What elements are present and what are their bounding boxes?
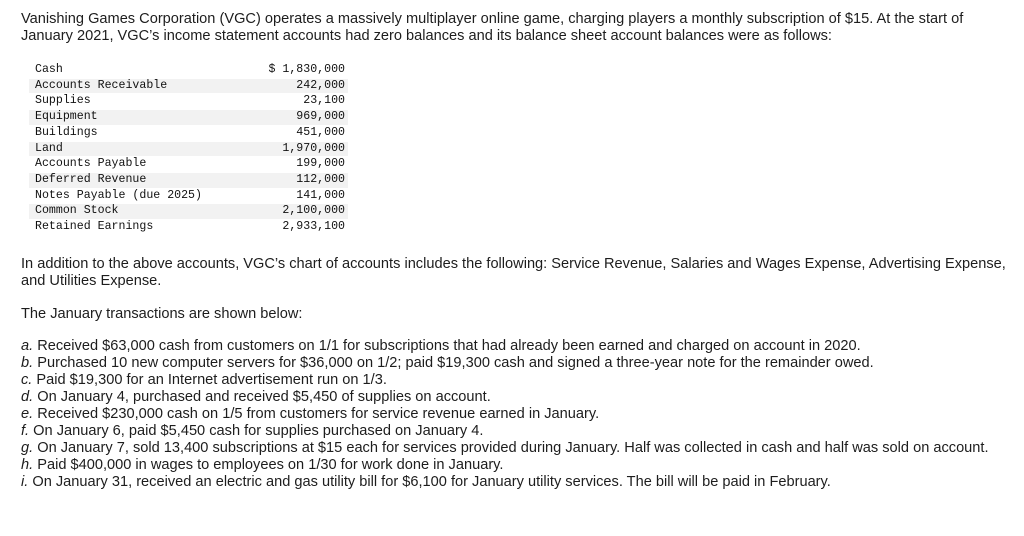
account-amount: 112,000 <box>259 172 348 188</box>
item-text: On January 7, sold 13,400 subscriptions at $15 each for services provided during January. Half was collected in cash and half was sold on account. <box>37 439 989 456</box>
table-row <box>29 94 348 110</box>
table-row <box>29 110 348 126</box>
account-amount: 969,000 <box>259 110 348 126</box>
table-row <box>29 220 348 236</box>
account-amount: 199,000 <box>259 157 348 173</box>
balance-table <box>29 63 348 236</box>
table-row <box>29 78 348 94</box>
item-text: Purchased 10 new computer servers for $36,000 on 1/2; paid $19,300 cash and signed a three-year note for the remainder owed. <box>37 354 874 371</box>
account-name: Notes Payable (due 2025) <box>29 188 259 204</box>
chart-of-accounts-paragraph: In addition to the above accounts, VGC’s chart of accounts includes the following: Service Revenue, Salaries and Wages Expense, Advertising Expense, and Utilities Expense. <box>21 255 1006 289</box>
item-text: On January 4, purchased and received $5,450 of supplies on account. <box>37 388 491 405</box>
item-letter: e. <box>21 405 34 422</box>
account-amount: 1,970,000 <box>259 141 348 157</box>
transaction-item <box>21 372 1011 389</box>
item-text: Received $230,000 cash on 1/5 from customers for service revenue earned in January. <box>37 405 600 422</box>
account-amount: $ 1,830,000 <box>259 63 348 78</box>
account-amount: 23,100 <box>259 94 348 110</box>
table-row <box>29 157 348 173</box>
account-amount: 141,000 <box>259 188 348 204</box>
account-name: Buildings <box>29 125 259 141</box>
account-name: Common Stock <box>29 204 259 220</box>
item-text: Paid $400,000 in wages to employees on 1/30 for work done in January. <box>37 456 504 473</box>
account-name: Equipment <box>29 110 259 126</box>
transaction-item <box>21 440 1011 457</box>
account-name: Cash <box>29 63 259 78</box>
item-text: Paid $19,300 for an Internet advertisement run on 1/3. <box>36 371 387 388</box>
item-letter: b. <box>21 354 34 371</box>
table-row <box>29 204 348 220</box>
transactions-heading: The January transactions are shown below: <box>21 305 303 322</box>
account-amount: 451,000 <box>259 125 348 141</box>
table-row <box>29 141 348 157</box>
problem-statement <box>21 11 1011 491</box>
account-name: Supplies <box>29 94 259 110</box>
account-name: Deferred Revenue <box>29 172 259 188</box>
account-amount: 242,000 <box>259 78 348 94</box>
item-letter: a. <box>21 337 34 354</box>
transaction-item <box>21 355 1011 372</box>
transaction-item <box>21 406 1011 423</box>
item-letter: i. <box>21 473 29 490</box>
account-name: Accounts Receivable <box>29 78 259 94</box>
transaction-item <box>21 338 1011 355</box>
item-letter: c. <box>21 371 33 388</box>
table-row <box>29 63 348 78</box>
item-text: On January 31, received an electric and gas utility bill for $6,100 for January utility services. The bill will be paid in February. <box>32 473 831 490</box>
table-row <box>29 125 348 141</box>
account-name: Retained Earnings <box>29 220 259 236</box>
account-amount: 2,933,100 <box>259 220 348 236</box>
table-row <box>29 172 348 188</box>
account-amount: 2,100,000 <box>259 204 348 220</box>
item-letter: g. <box>21 439 34 456</box>
transaction-list <box>21 338 1011 491</box>
item-text: On January 6, paid $5,450 cash for supplies purchased on January 4. <box>33 422 484 439</box>
item-letter: d. <box>21 388 34 405</box>
transaction-item <box>21 389 1011 406</box>
item-text: Received $63,000 cash from customers on 1/1 for subscriptions that had already been earned and charged on account in 2020. <box>37 337 861 354</box>
account-name: Land <box>29 141 259 157</box>
transaction-item <box>21 457 1011 474</box>
transaction-item <box>21 423 1011 440</box>
transaction-item <box>21 474 1011 491</box>
item-letter: f. <box>21 422 30 439</box>
intro-paragraph: Vanishing Games Corporation (VGC) operates a massively multiplayer online game, charging players a monthly subscription of $15. At the start of January 2021, VGC’s income statement accounts had zero balances and its balance sheet account balances were as follows: <box>21 11 964 44</box>
table-row <box>29 188 348 204</box>
item-letter: h. <box>21 456 34 473</box>
account-name: Accounts Payable <box>29 157 259 173</box>
